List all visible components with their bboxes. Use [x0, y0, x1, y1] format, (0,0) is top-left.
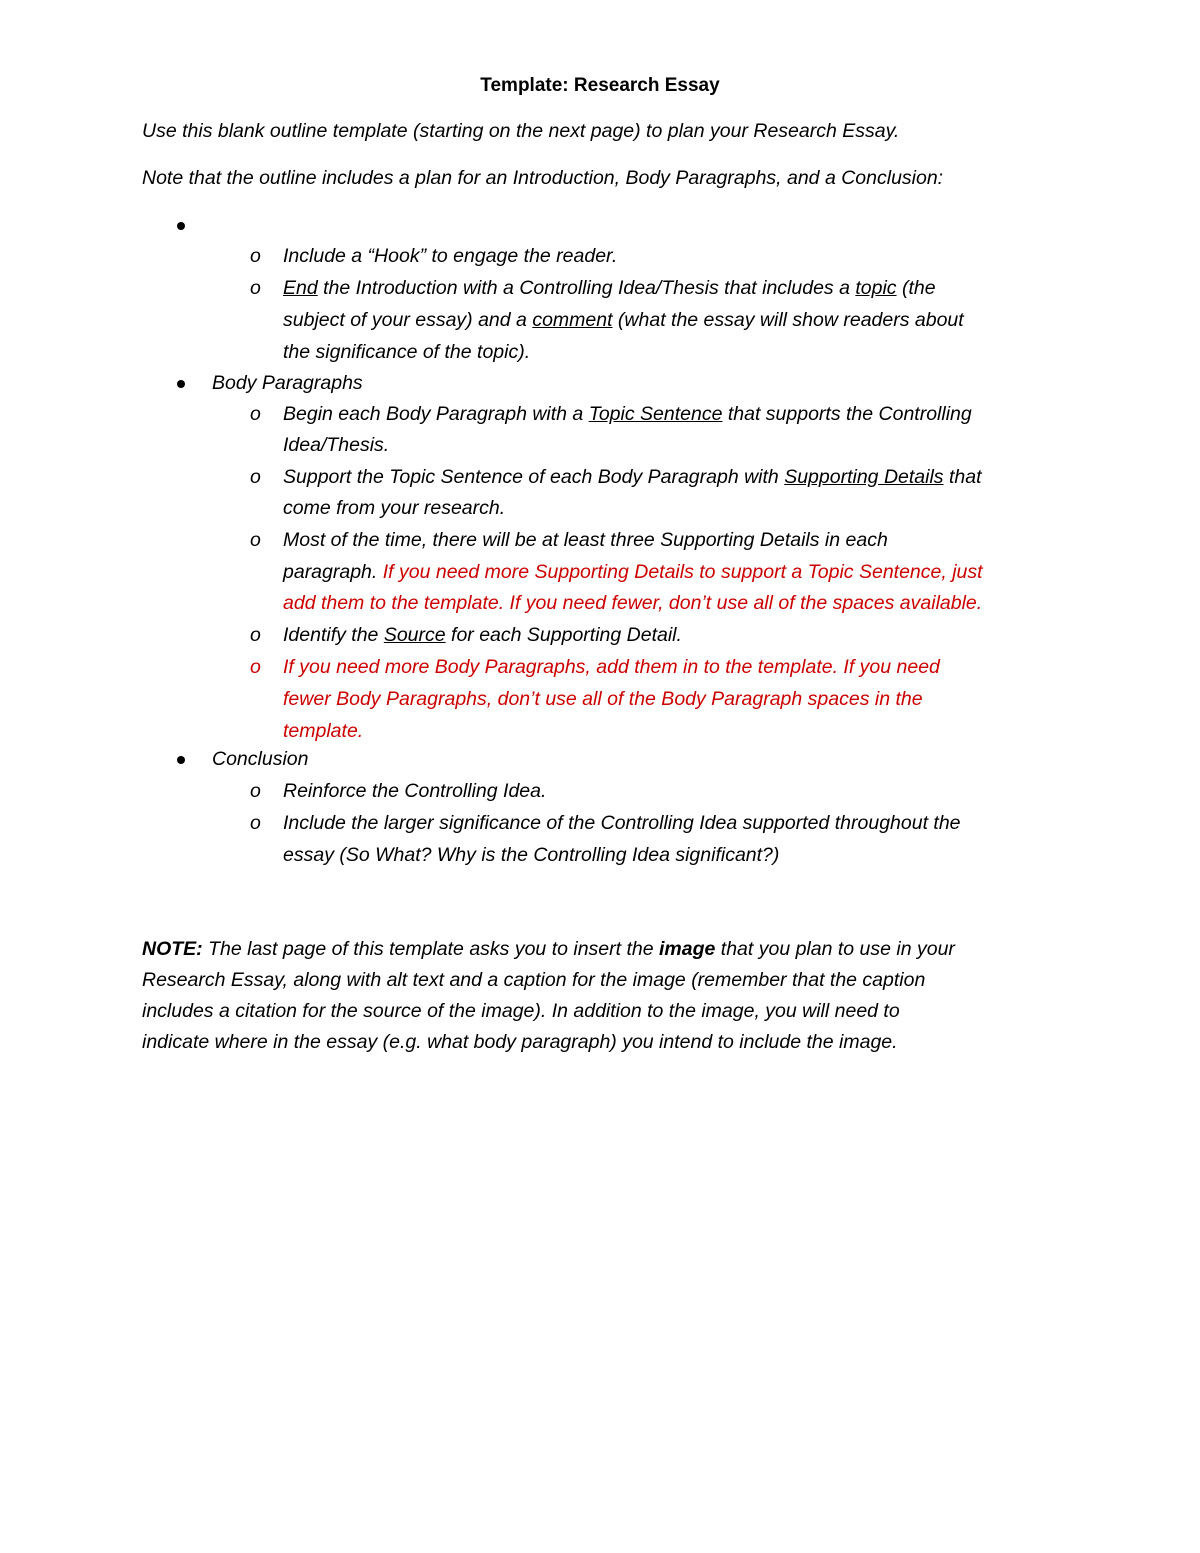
sub-bullet-marker: o — [250, 245, 261, 267]
body-item-three-details-line2 — [283, 557, 983, 588]
sub-bullet-marker: o — [250, 624, 261, 646]
underlined-source: Source — [383, 624, 446, 646]
note-line1 — [142, 934, 955, 965]
body-paragraphs-label: Body Paragraphs — [212, 372, 363, 394]
underlined-topic-sentence: Topic Sentence — [588, 403, 723, 425]
text-span: paragraph. — [283, 561, 383, 583]
bullet-body-paragraphs — [177, 380, 185, 388]
bullet-introduction — [177, 222, 185, 230]
sub-bullet-marker: o — [250, 466, 261, 488]
note-line3: includes a citation for the source of the image). In addition to the image, you will need to — [142, 1000, 900, 1022]
intro-instruction-line: Use this blank outline template (starting on the next page) to plan your Research Essay. — [142, 120, 900, 142]
body-item-three-details-line1: Most of the time, there will be at least three Supporting Details in each — [283, 529, 888, 551]
note-line2: Research Essay, along with alt text and a caption for the image (remember that the caption — [142, 969, 926, 991]
body-item-more-paragraphs-line2: fewer Body Paragraphs, don’t use all of the Body Paragraph spaces in the — [283, 688, 923, 710]
sub-bullet-marker: o — [250, 529, 261, 551]
text-span: that you plan to use in your — [715, 938, 955, 960]
note-label: NOTE: — [142, 938, 203, 960]
text-span: (what the essay will show readers about — [612, 309, 964, 331]
intro-item-hook: Include a “Hook” to engage the reader. — [283, 245, 618, 267]
body-item-source — [283, 620, 682, 651]
conclusion-item-significance-line2: essay (So What? Why is the Controlling Idea significant?) — [283, 844, 780, 866]
sub-bullet-marker: o — [250, 812, 261, 834]
outline-note-line: Note that the outline includes a plan for an Introduction, Body Paragraphs, and a Conclusion: — [142, 167, 944, 189]
bold-image: image — [659, 938, 716, 960]
conclusion-item-significance-line1: Include the larger significance of the Controlling Idea supported throughout the — [283, 812, 961, 834]
text-span: Identify the — [283, 624, 384, 646]
conclusion-item-reinforce: Reinforce the Controlling Idea. — [283, 780, 547, 802]
sub-bullet-marker: o — [250, 656, 261, 678]
body-item-three-details-line3: add them to the template. If you need fewer, don’t use all of the spaces available. — [283, 592, 983, 614]
sub-bullet-marker: o — [250, 403, 261, 425]
conclusion-label: Conclusion — [212, 748, 309, 770]
body-item-more-paragraphs-line1: If you need more Body Paragraphs, add them in to the template. If you need — [283, 656, 940, 678]
text-span: subject of your essay) and a — [283, 309, 533, 331]
red-instruction: If you need more Supporting Details to support a Topic Sentence, just — [382, 561, 983, 583]
intro-item-thesis-line1 — [283, 273, 936, 304]
body-item-topic-sentence-line2: Idea/Thesis. — [283, 434, 390, 456]
text-span: The last page of this template asks you to insert the — [202, 938, 659, 960]
body-item-topic-sentence-line1 — [283, 399, 972, 430]
text-span: the Introduction with a Controlling Idea/Thesis that includes a — [317, 277, 856, 299]
bullet-conclusion — [177, 756, 185, 764]
underlined-comment: comment — [532, 309, 613, 331]
page-title: Template: Research Essay — [480, 75, 720, 96]
intro-item-thesis-line2 — [283, 305, 964, 336]
text-span: that supports the Controlling — [722, 403, 972, 425]
sub-bullet-marker: o — [250, 780, 261, 802]
text-span: for each Supporting Detail. — [445, 624, 682, 646]
underlined-supporting-details: Supporting Details — [784, 466, 944, 488]
text-span: Support the Topic Sentence of each Body Paragraph with — [283, 466, 785, 488]
note-line4: indicate where in the essay (e.g. what body paragraph) you intend to include the image. — [142, 1031, 898, 1053]
sub-bullet-marker: o — [250, 277, 261, 299]
underlined-end: End — [283, 277, 318, 299]
text-span: (the — [896, 277, 936, 299]
underlined-topic: topic — [855, 277, 897, 299]
text-span: Begin each Body Paragraph with a — [283, 403, 589, 425]
text-span: that — [943, 466, 982, 488]
body-item-supporting-line1 — [283, 462, 982, 493]
body-item-supporting-line2: come from your research. — [283, 497, 506, 519]
body-item-more-paragraphs-line3: template. — [283, 720, 364, 742]
intro-item-thesis-line3: the significance of the topic). — [283, 341, 531, 363]
